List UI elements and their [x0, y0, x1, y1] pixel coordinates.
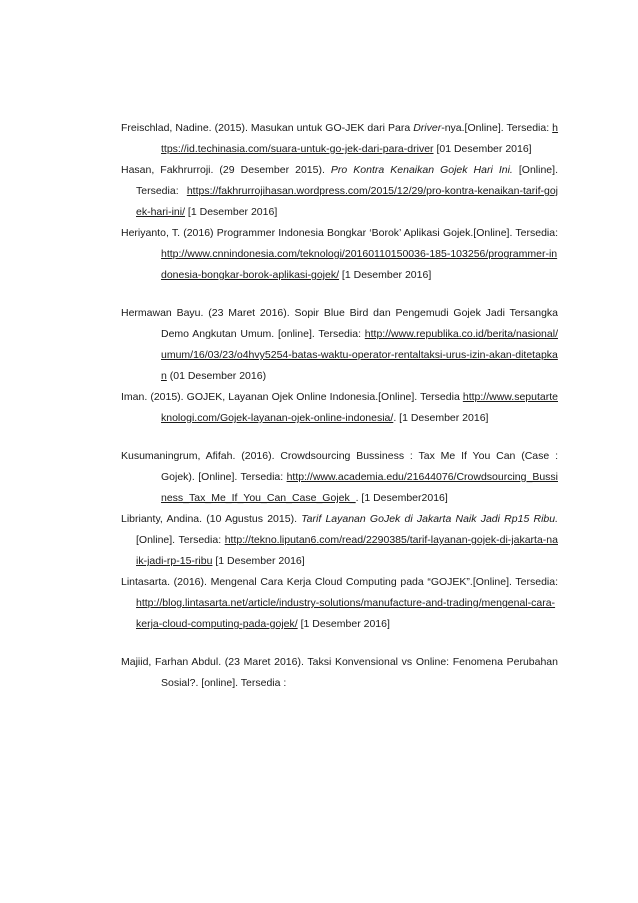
reference-item — [121, 446, 558, 509]
reference-text: Librianty, Andina. (10 Agustus 2015). — [121, 513, 302, 525]
reference-item — [121, 303, 558, 387]
reference-text: Heriyanto, T. (2016) Programmer Indonesia Bongkar ‘Borok’ Aplikasi Gojek.[Online]. Tersedia: — [121, 227, 558, 239]
reference-access-date: [1 Desember 2016] — [297, 618, 390, 630]
reference-access-date: (01 Desember 2016) — [166, 370, 267, 382]
reference-link[interactable]: http://www.republika.co.id/berita/nasional/umum/16/03/23/o4hvy5254-batas-waktu-operator-rentaltaksi-urus-izin-akan-ditetapkan — [161, 328, 558, 382]
reference-link[interactable]: http://www.seputarteknologi.com/Gojek-layanan-ojek-online-indonesia/ — [161, 391, 558, 424]
reference-link[interactable]: http://www.academia.edu/21644076/Crowdsourcing_Bussiness_Tax_Me_If_You_Can_Case_Gojek_ — [161, 471, 558, 504]
reference-text: Freischlad, Nadine. (2015). Masukan untuk GO-JEK dari Para — [121, 122, 414, 134]
reference-text: Iman. (2015). GOJEK, Layanan Ojek Online Indonesia.[Online]. Tersedia — [121, 391, 463, 403]
reference-item — [121, 652, 558, 694]
reference-text: Hermawan Bayu. (23 Maret 2016). Sopir Blue Bird dan Pengemudi Gojek Jadi Tersangka Demo Angkutan Umum. [online]. Tersedia: — [121, 307, 558, 340]
reference-list — [121, 118, 558, 694]
reference-italic-title: Driver — [413, 122, 442, 134]
reference-italic-title: Pro Kontra Kenaikan Gojek Hari Ini. — [330, 164, 513, 176]
reference-item — [121, 118, 558, 160]
reference-access-date: [1 Desember 2016] — [339, 269, 432, 281]
reference-text: Kusumaningrum, Afifah. (2016). Crowdsourcing Bussiness : Tax Me If You Can (Case : Gojek). [Online]. Tersedia: — [121, 450, 558, 483]
reference-item — [121, 160, 558, 223]
reference-text: Majiid, Farhan Abdul. (23 Maret 2016). Taksi Konvensional vs Online: Fenomena Perubahan Sosial?. [online]. Tersedia : — [121, 656, 558, 689]
reference-item — [121, 572, 558, 635]
reference-item — [121, 387, 558, 429]
reference-access-date: [1 Desember 2016] — [212, 555, 305, 567]
reference-item — [121, 223, 558, 286]
reference-item — [121, 509, 558, 572]
reference-access-date: [1 Desember 2016] — [185, 206, 278, 218]
reference-access-date: . [1 Desember2016] — [355, 492, 448, 504]
reference-access-date: [01 Desember 2016] — [433, 143, 532, 155]
reference-link[interactable]: https://id.techinasia.com/suara-untuk-go-jek-dari-para-driver — [161, 122, 559, 155]
reference-link[interactable]: http://tekno.liputan6.com/read/2290385/tarif-layanan-gojek-di-jakarta-naik-jadi-rp-15-ribu — [136, 534, 558, 567]
reference-text: [Online]. Tersedia: — [136, 164, 558, 197]
reference-text: [Online]. Tersedia: — [136, 534, 225, 546]
reference-link[interactable]: http://www.cnnindonesia.com/teknologi/20160110150036-185-103256/programmer-indonesia-bongkar-borok-aplikasi-gojek/ — [161, 248, 558, 281]
reference-text: Lintasarta. (2016). Mengenal Cara Kerja Cloud Computing pada “GOJEK”.[Online]. Tersedia: — [121, 576, 558, 588]
reference-access-date: . [1 Desember 2016] — [393, 412, 489, 424]
reference-link[interactable]: https://fakhrurrojihasan.wordpress.com/2015/12/29/pro-kontra-kenaikan-tarif-gojek-hari-ini/ — [136, 185, 558, 218]
reference-link[interactable]: http://blog.lintasarta.net/article/industry-solutions/manufacture-and-trading/mengenal-cara-kerja-cloud-computing-pada-gojek/ — [136, 597, 556, 630]
reference-text: -nya.[Online]. Tersedia: — [441, 122, 553, 134]
reference-italic-title: Tarif Layanan GoJek di Jakarta Naik Jadi Rp15 Ribu. — [301, 513, 558, 525]
reference-text: Hasan, Fakhrurroji. (29 Desember 2015). — [121, 164, 331, 176]
